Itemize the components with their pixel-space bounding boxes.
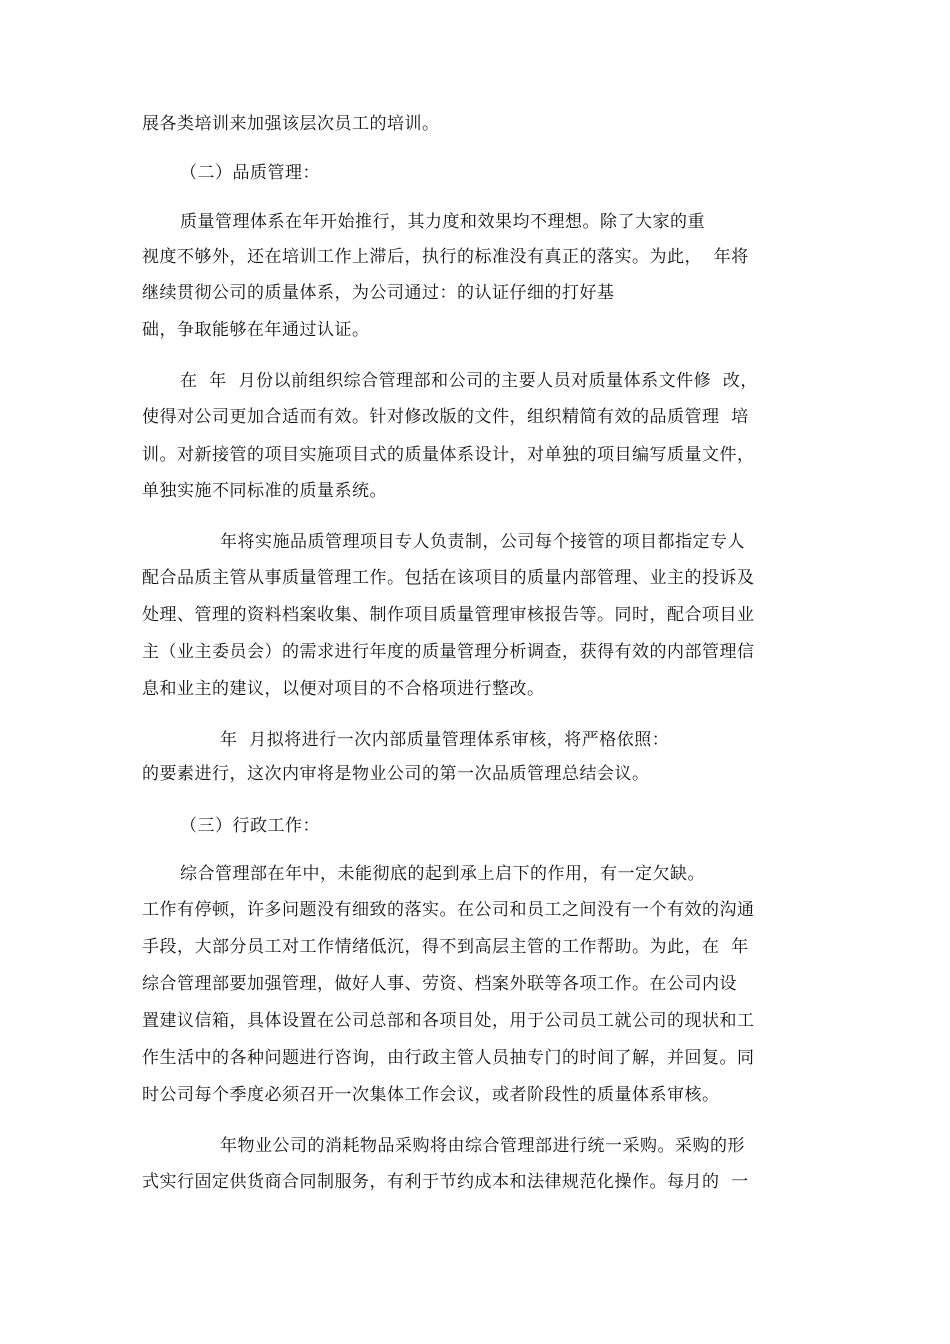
text-line: 配合品质主管从事质量管理工作。包括在该项目的质量内部管理、业主的投诉及 [142, 568, 755, 588]
text-line: 时公司每个季度必须召开一次集体工作会议，或者阶段性的质量体系审核。 [142, 1085, 720, 1105]
text-line: 的要素进行，这次内审将是物业公司的第一次品质管理总结会议。 [142, 764, 650, 784]
text-line: 年 月拟将进行一次内部质量管理体系审核，将严格依照： [220, 730, 670, 750]
text-line: 手段，大部分员工对工作情绪低沉，得不到高层主管的工作帮助。为此，在 年 [142, 937, 749, 957]
text-line: 主（业主委员会）的需求进行年度的质量管理分析调查，获得有效的内部管理信 [142, 642, 755, 662]
text-line: 在 年 月份以前组织综合管理部和公司的主要人员对质量体系文件修 改， [180, 371, 758, 391]
text-line: 使得对公司更加合适而有效。针对修改版的文件，组织精简有效的品质管理 培 [142, 407, 749, 427]
section-heading-quality: （二）品质管理： [180, 163, 320, 183]
text-line: 年物业公司的消耗物品采购将由综合管理部进行统一采购。采购的形 [220, 1136, 745, 1156]
text-line: 综合管理部在年中，未能彻底的起到承上启下的作用，有一定欠缺。 [180, 864, 705, 884]
text-line: 处理、管理的资料档案收集、制作项目质量管理审核报告等。同时，配合项目业 [142, 605, 755, 625]
text-line: 息和业主的建议，以便对项目的不合格项进行整改。 [142, 679, 545, 699]
text-line: 式实行固定供货商合同制服务，有利于节约成本和法律规范化操作。每月的 一 [142, 1172, 749, 1192]
text-line: 作生活中的各种问题进行咨询，由行政主管人员抽专门的时间了解，并回复。同 [142, 1048, 755, 1068]
text-line: 质量管理体系在年开始推行，其力度和效果均不理想。除了大家的重 [180, 212, 705, 232]
text-line: 展各类培训来加强该层次员工的培训。 [142, 114, 440, 134]
text-line: 工作有停顿，许多问题没有细致的落实。在公司和员工之间没有一个有效的沟通 [142, 900, 755, 920]
text-line: 础，争取能够在年通过认证。 [142, 320, 370, 340]
text-line: 视度不够外，还在培训工作上滞后，执行的标准没有真正的落实。为此， 年将 [142, 247, 749, 267]
text-line: 训。对新接管的项目实施项目式的质量体系设计，对单独的项目编写质量文件， [142, 445, 755, 465]
section-heading-admin: （三）行政工作： [180, 816, 320, 836]
text-line: 继续贯彻公司的质量体系，为公司通过：的认证仔细的打好基 [142, 283, 615, 303]
text-line: 置建议信箱，具体设置在公司总部和各项目处，用于公司员工就公司的现状和工 [142, 1011, 755, 1031]
text-line: 综合管理部要加强管理，做好人事、劳资、档案外联等各项工作。在公司内设 [142, 974, 737, 994]
text-line: 单独实施不同标准的质量系统。 [142, 481, 387, 501]
text-line: 年将实施品质管理项目专人负责制，公司每个接管的项目都指定专人 [220, 532, 745, 552]
